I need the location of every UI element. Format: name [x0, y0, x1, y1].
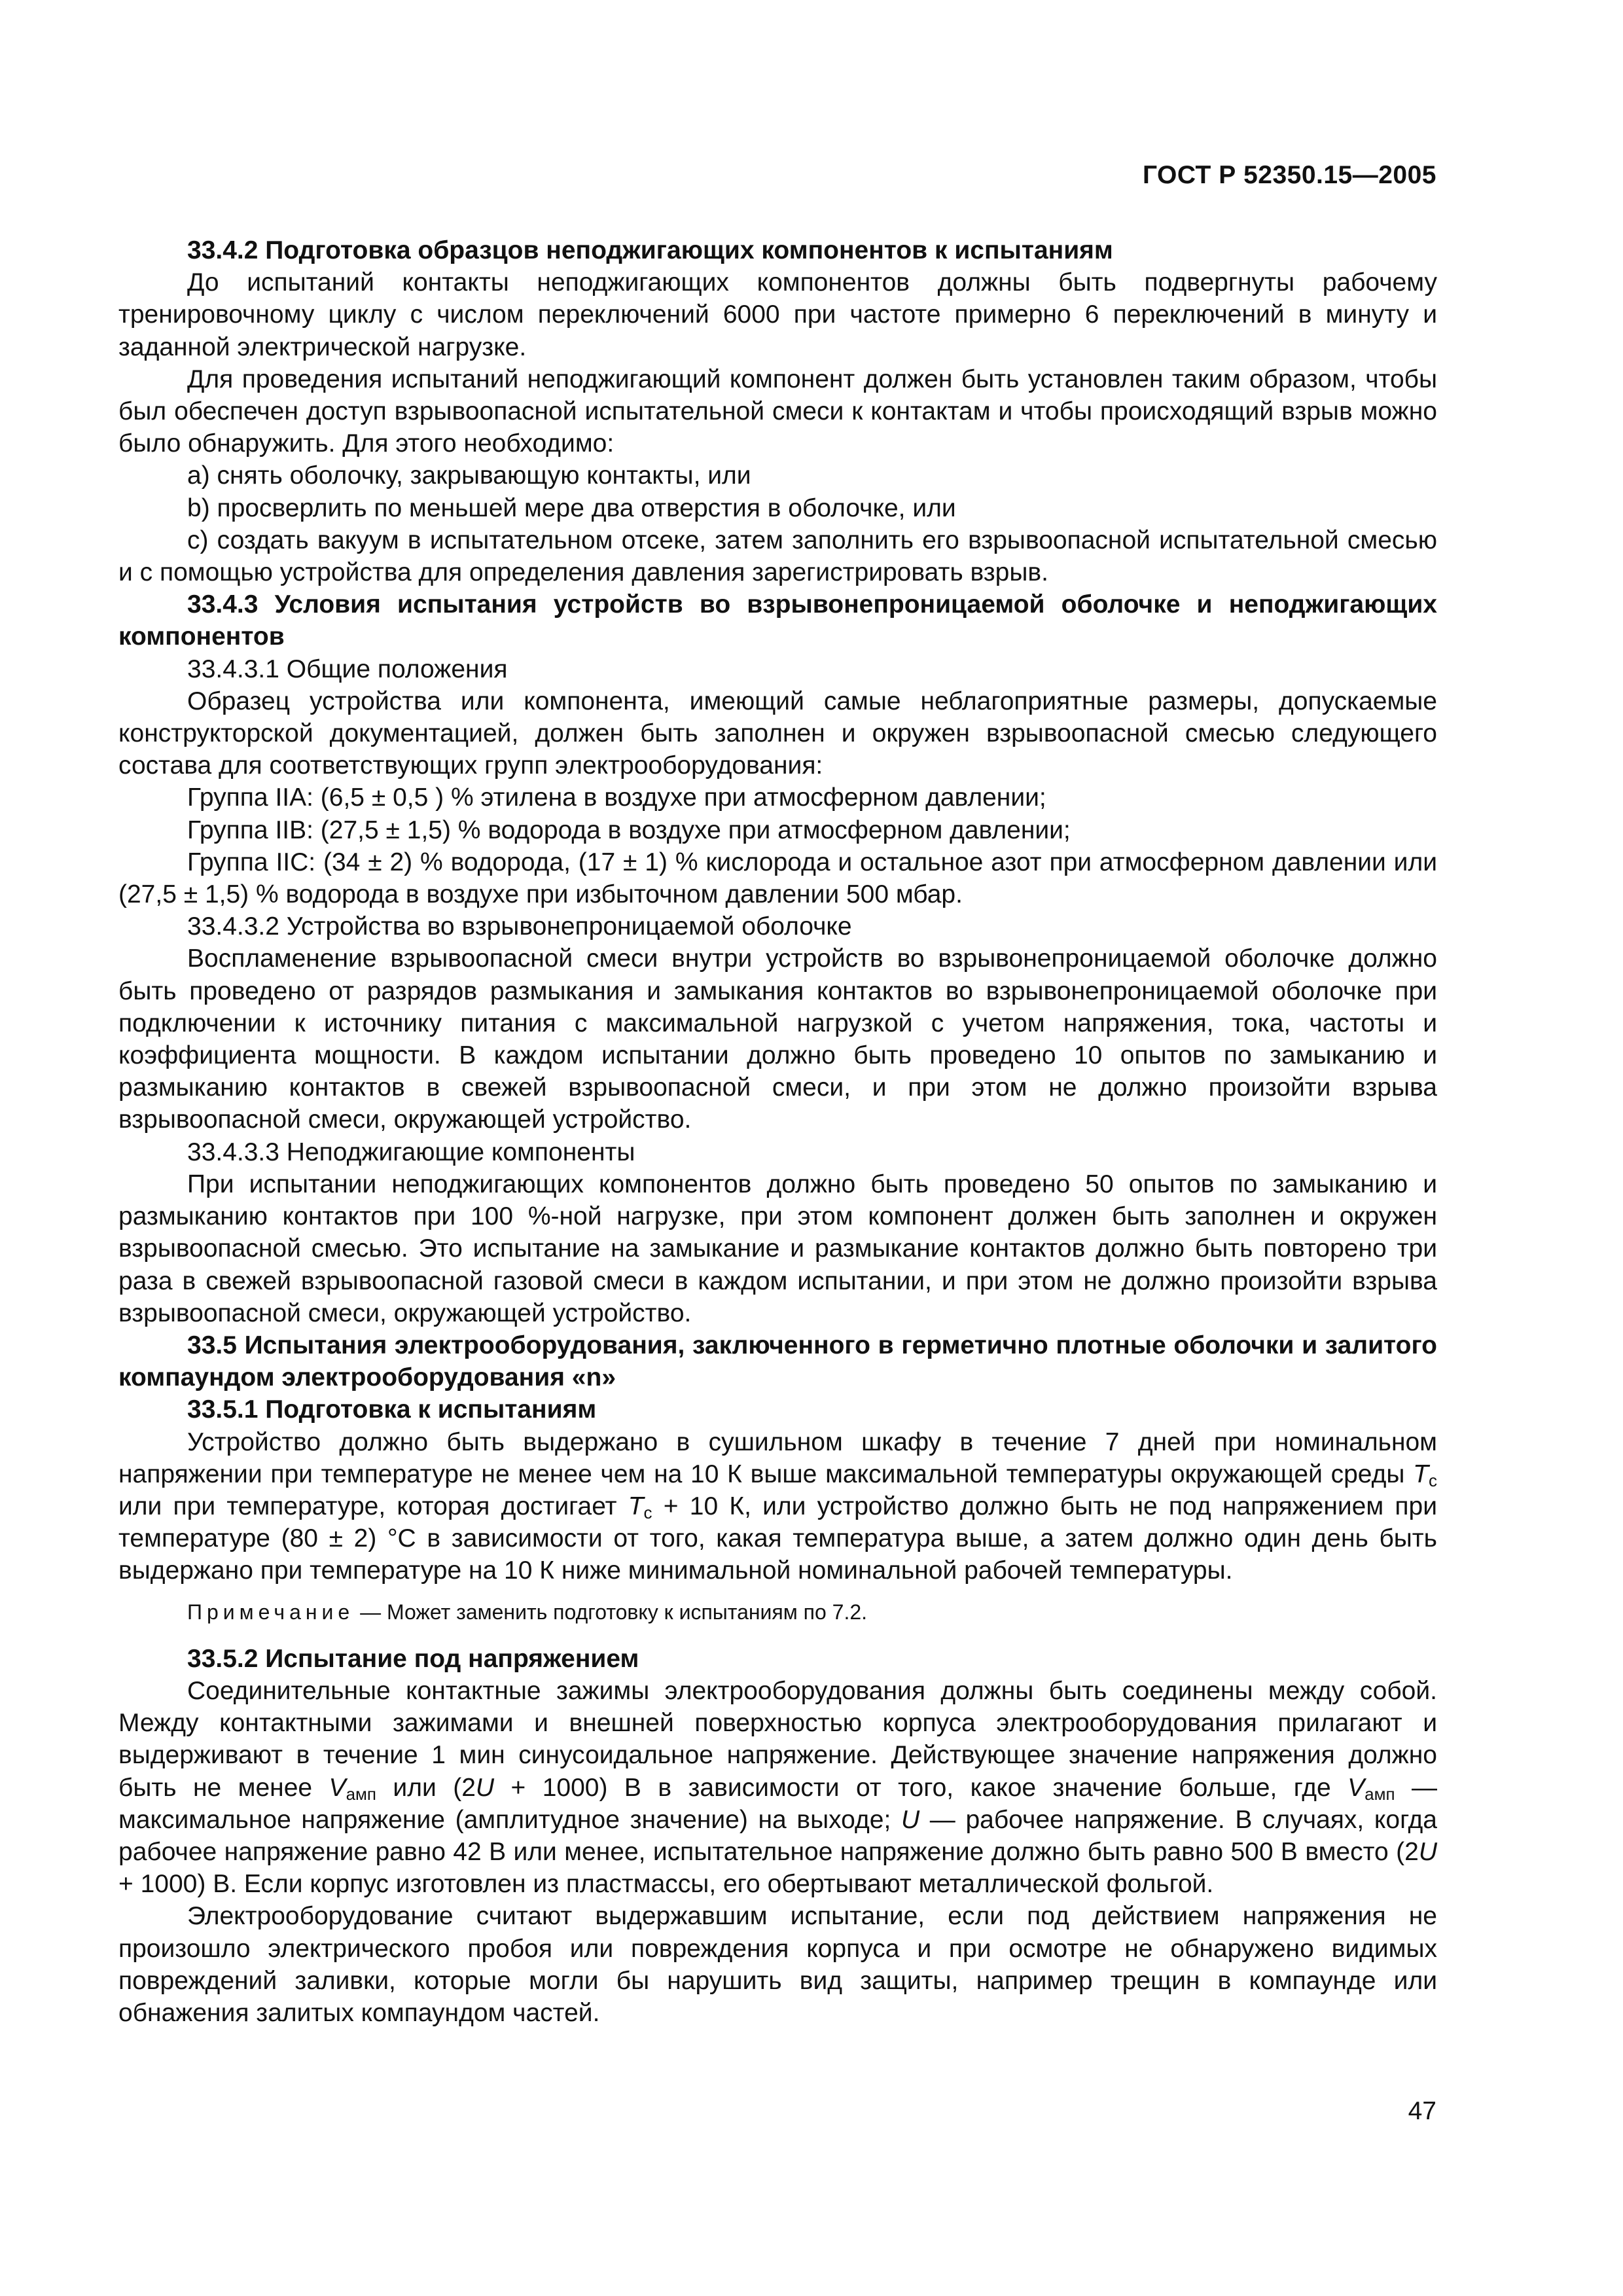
note-label: Примечание [187, 1600, 355, 1624]
list-item-b: b) просверлить по меньшей мере два отверстия в оболочке, или [187, 493, 956, 522]
subsection-heading-33-5-2: 33.5.2 Испытание под напряжением [187, 1644, 639, 1673]
group-iic-line: Группа IIC: (34 ± 2) % водорода, (17 ± 1) % кислорода и остальное азот при атмосферном давлении или (27,5 ± 1,5) % водорода в воздухе при избыточном давлении 500 мбар. [118, 848, 1437, 909]
subsection-heading-33-5-1: 33.5.1 Подготовка к испытаниям [187, 1395, 597, 1424]
note [118, 1596, 1437, 1628]
paragraph: Электрооборудование считают выдержавшим испытание, если под действием напряжения не произошло электрического пробоя или повреждения корпуса и при осмотре не обнаружено видимых повреждений заливки, которые могли бы нарушить вид защиты, например трещин в компаунде или обнажения залитых компаундом частей. [118, 1902, 1437, 2027]
section-heading-33-4-2: 33.4.2 Подготовка образцов неподжигающих компонентов к испытаниям [187, 236, 1113, 264]
paragraph: Воспламенение взрывоопасной смеси внутри устройств во взрывонепроницаемой оболочке должно быть проведено от разрядов размыкания и замыкания контактов во взрывонепроницаемой оболочке при подключении к источнику питания с максимальной нагрузкой с учетом напряжения, тока, частоты и коэффициента мощности. В каждом испытании должно быть проведено 10 опытов по замыканию и размыканию контактов в свежей взрывоопасной смеси, и при этом не должно произойти взрыва взрывоопасной смеси, окружающей устройство. [118, 944, 1437, 1134]
paragraph: Устройство должно быть выдержано в сушильном шкафу в течение 7 дней при номинальном напряжении при температуре не менее чем на 10 К выше максимальной температуры окружающей среды $T_c$ или при температуре, которая достигает $T_c + 10$ К, или устройство должно быть не под напряжением при температуре (80 ± 2) °С в зависимости от того, какая температура выше, а затем должно один день быть выдержано при температуре на 10 К ниже минимальной номинальной рабочей температуры. [118, 1427, 1437, 1585]
subsection-heading-33-4-3-3: 33.4.3.3 Неподжигающие компоненты [187, 1138, 635, 1166]
subsection-heading-33-4-3-2: 33.4.3.2 Устройства во взрывонепроницаемой оболочке [187, 912, 852, 941]
list-item-a: a) снять оболочку, закрывающую контакты, или [187, 461, 751, 490]
page-body [118, 234, 1437, 2029]
paragraph: Соединительные контактные зажимы электрооборудования должны быть соединены между собой. Между контактными зажимами и внешней поверхностью корпуса электрооборудования прилагают и выдерживают в течение 1 мин синусоидальное напряжение. Действующее значение напряжения должно быть не менее $V_{амп}$ или (2U + 1000) В в зависимости от того, какое значение больше, где $V_{амп}$ — максимальное напряжение (амплитудное значение) на выходе; U — рабочее напряжение. В случаях, когда рабочее напряжение равно 42 В или менее, испытательное напряжение должно быть равно 500 В вместо (2U + 1000) В. Если корпус изготовлен из пластмассы, его обертывают металлической фольгой. [118, 1676, 1437, 1899]
note-text: — Может заменить подготовку к испытаниям по 7.2. [354, 1600, 868, 1624]
group-iia-line: Группа IIA: (6,5 ± 0,5 ) % этилена в воздухе при атмосферном давлении; [187, 783, 1046, 812]
document-number: ГОСТ Р 52350.15—2005 [1142, 161, 1436, 189]
paragraph: Образец устройства или компонента, имеющий самые неблагоприятные размеры, допускаемые конструкторской документацией, должен быть заполнен и окружен взрывоопасной смесью следующего состава для соответствующих групп электрооборудования: [118, 687, 1437, 780]
paragraph: Для проведения испытаний неподжигающий компонент должен быть установлен таким образом, чтобы был обеспечен доступ взрывоопасной испытательной смеси к контактам и чтобы происходящий взрыв можно было обнаружить. Для этого необходимо: [118, 365, 1437, 458]
list-item-c: c) создать вакуум в испытательном отсеке, затем заполнить его взрывоопасной испытательной смесью и с помощью устройства для определения давления зарегистрировать взрыв. [118, 526, 1437, 587]
section-heading-33-5: 33.5 Испытания электрооборудования, заключенного в герметично плотные оболочки и залитого компаундом электрооборудования «n» [118, 1331, 1437, 1392]
section-heading-33-4-3: 33.4.3 Условия испытания устройств во взрывонепроницаемой оболочке и неподжигающих компонентов [118, 590, 1437, 651]
group-iib-line: Группа IIB: (27,5 ± 1,5) % водорода в воздухе при атмосферном давлении; [187, 816, 1071, 844]
subsection-heading-33-4-3-1: 33.4.3.1 Общие положения [187, 655, 508, 683]
page-number: 47 [1408, 2097, 1436, 2125]
paragraph: При испытании неподжигающих компонентов должно быть проведено 50 опытов по замыканию и размыканию контактов при 100 %-ной нагрузке, при этом компонент должен быть заполнен и окружен взрывоопасной смесью. Это испытание на замыкание и размыкание контактов должно быть повторено три раза в свежей взрывоопасной газовой смеси в каждом испытании, и при этом не должно произойти взрыва взрывоопасной смеси, окружающей устройство. [118, 1170, 1437, 1327]
paragraph: До испытаний контакты неподжигающих компонентов должны быть подвергнуты рабочему тренировочному циклу с числом переключений 6000 при частоте примерно 6 переключений в минуту и заданной электрической нагрузке. [118, 268, 1437, 361]
